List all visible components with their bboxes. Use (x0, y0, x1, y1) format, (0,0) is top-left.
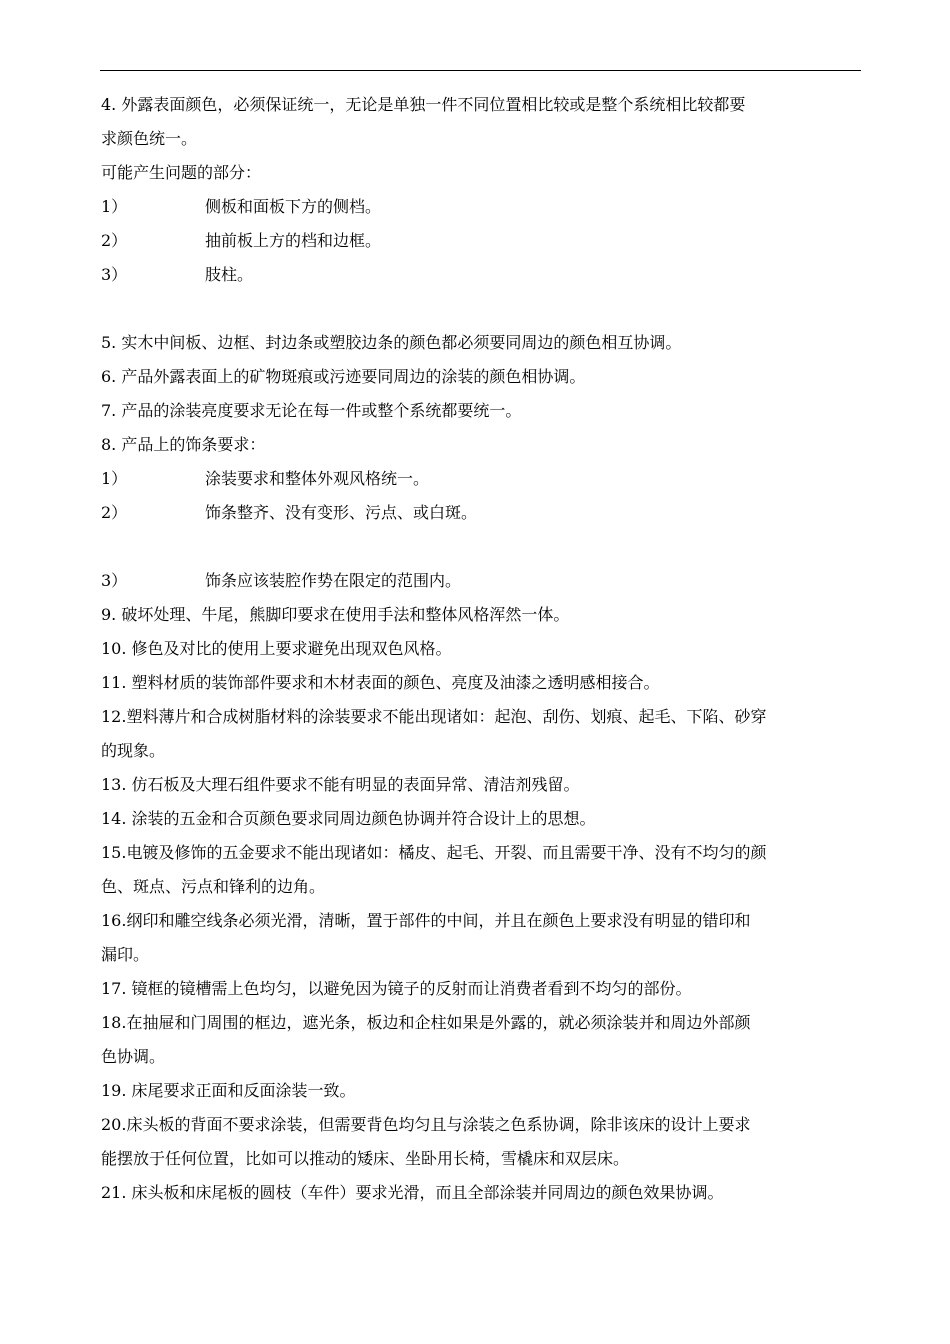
strip-item-3-number: 3） (101, 571, 128, 590)
strip-item-1-number: 1） (101, 469, 128, 488)
problem-item-1-text: 侧板和面板下方的侧档。 (205, 197, 382, 216)
item-15-line-2: 色、斑点、污点和锋利的边角。 (101, 877, 326, 896)
item-18-line-2: 色协调。 (101, 1047, 166, 1066)
problem-item-3-number: 3） (101, 265, 128, 284)
item-6: 6. 产品外露表面上的矿物斑痕或污迹要同周边的涂装的颜色相协调。 (101, 367, 586, 386)
problem-item-1 (101, 190, 861, 224)
problem-item-1-number: 1） (101, 197, 128, 216)
item-11: 11. 塑料材质的装饰部件要求和木材表面的颜色、亮度及油漆之透明感相接合。 (101, 673, 660, 692)
blank-line (101, 292, 861, 326)
strip-item-3 (101, 564, 861, 598)
problem-item-2-number: 2） (101, 231, 128, 250)
item-20-line-2: 能摆放于任何位置，比如可以推动的矮床、坐卧用长椅，雪橇床和双层床。 (101, 1149, 630, 1168)
item-18-line-1: 18.在抽屉和门周围的框边，遮光条，板边和企柱如果是外露的，就必须涂装并和周边外部颜 (101, 1013, 751, 1032)
item-5: 5. 实木中间板、边框、封边条或塑胶边条的颜色都必须要同周边的颜色相互协调。 (101, 333, 682, 352)
strip-item-2-text: 饰条整齐、没有变形、污点、或白斑。 (205, 503, 478, 522)
item-12-line-1: 12.塑料薄片和合成树脂材料的涂装要求不能出现诸如：起泡、刮伤、划痕、起毛、下陷、砂穿 (101, 707, 767, 726)
item-8: 8. 产品上的饰条要求： (101, 435, 266, 454)
item-12-line-2: 的现象。 (101, 741, 166, 760)
strip-item-1-text: 涂装要求和整体外观风格统一。 (205, 469, 430, 488)
item-7: 7. 产品的涂装亮度要求无论在每一件或整个系统都要统一。 (101, 401, 522, 420)
problems-heading: 可能产生问题的部分： (101, 163, 262, 182)
header-rule (100, 70, 861, 71)
strip-item-2 (101, 496, 861, 530)
document-body (101, 88, 861, 1210)
item-14: 14. 涂装的五金和合页颜色要求同周边颜色协调并符合设计上的思想。 (101, 809, 596, 828)
blank-line (101, 530, 861, 564)
item-17: 17. 镜框的镜槽需上色均匀，以避免因为镜子的反射而让消费者看到不均匀的部份。 (101, 979, 692, 998)
problem-item-3 (101, 258, 861, 292)
problem-item-2-text: 抽前板上方的档和边框。 (205, 231, 382, 250)
item-19: 19. 床尾要求正面和反面涂装一致。 (101, 1081, 356, 1100)
strip-item-2-number: 2） (101, 503, 128, 522)
item-21: 21. 床头板和床尾板的圆枝（车件）要求光滑，而且全部涂装并同周边的颜色效果协调。 (101, 1183, 724, 1202)
problem-item-2 (101, 224, 861, 258)
item-20-line-1: 20.床头板的背面不要求涂装，但需要背色均匀且与涂装之色系协调，除非该床的设计上要求 (101, 1115, 751, 1134)
item-15-line-1: 15.电镀及修饰的五金要求不能出现诸如：橘皮、起毛、开裂、而且需要干净、没有不均匀的颜 (101, 843, 767, 862)
item-16-line-1: 16.纲印和雕空线条必须光滑，清晰，置于部件的中间，并且在颜色上要求没有明显的错印和 (101, 911, 751, 930)
strip-item-3-text: 饰条应该装腔作势在限定的范围内。 (205, 571, 462, 590)
item-9: 9. 破坏处理、牛尾，熊脚印要求在使用手法和整体风格浑然一体。 (101, 605, 570, 624)
strip-item-1 (101, 462, 861, 496)
item-16-line-2: 漏印。 (101, 945, 150, 964)
item-10: 10. 修色及对比的使用上要求避免出现双色风格。 (101, 639, 452, 658)
problem-item-3-text: 肢柱。 (205, 265, 254, 284)
item-4-line-2: 求颜色统一。 (101, 129, 198, 148)
item-13: 13. 仿石板及大理石组件要求不能有明显的表面异常、清洁剂残留。 (101, 775, 580, 794)
item-4-line-1: 4. 外露表面颜色，必须保证统一，无论是单独一件不同位置相比较或是整个系统相比较都要 (101, 95, 746, 114)
